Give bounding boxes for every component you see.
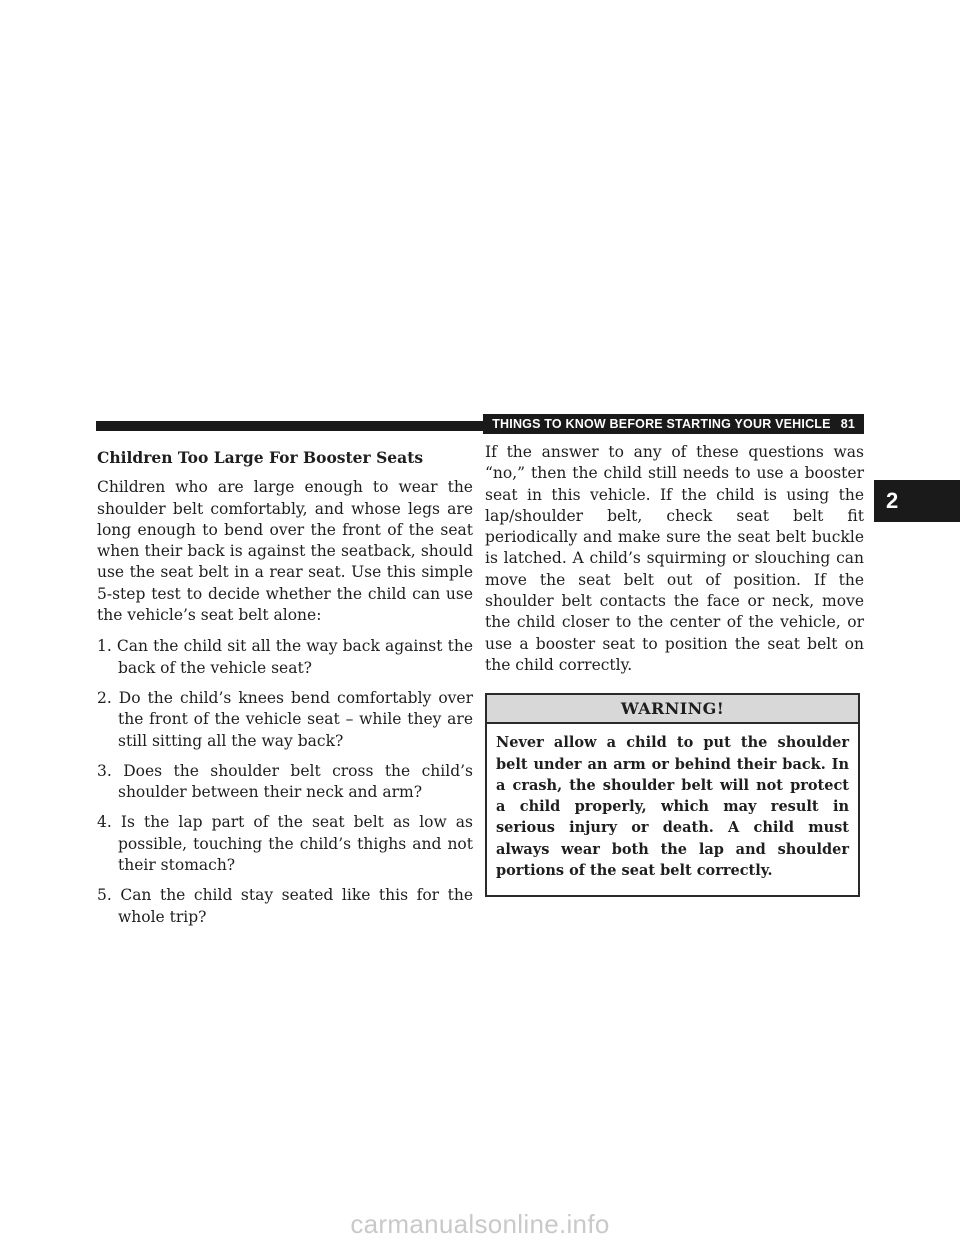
warning-box <box>485 693 860 897</box>
list-item: 1. Can the child sit all the way back against the back of the vehicle seat? <box>97 637 473 677</box>
watermark: carmanualsonline.info <box>350 1209 610 1239</box>
warning-title: WARNING! <box>487 695 858 724</box>
list-item: 5. Can the child stay seated like this for the whole trip? <box>97 886 473 926</box>
warning-text: Never allow a child to put the shoulder belt under an arm or behind their back. In a crash, the shoulder belt will not protect a child properly, which may result in serious injury or death. A child must always wear both the lap and shoulder portions of the seat belt correctly. <box>496 734 849 880</box>
list-item: 4. Is the lap part of the seat belt as low as possible, touching the child’s thighs and not their stomach? <box>97 813 473 875</box>
list-item: 3. Does the shoulder belt cross the child’s shoulder between their neck and arm? <box>97 761 473 802</box>
running-header <box>483 414 864 434</box>
test-steps-list <box>97 636 473 928</box>
page-number: 81 <box>840 417 855 431</box>
section-heading: Children Too Large For Booster Seats <box>97 448 424 467</box>
answer-paragraph: If the answer to any of these questions was “no,” then the child still needs to use a booster seat in this vehicle. If the child is using the lap/shoulder belt, check seat belt fit periodically and make sure the seat belt buckle is latched. A child’s squirming or slouching can move the seat belt out of position. If the shoulder belt contacts the face or neck, move the child closer to the center of the vehicle, or use a booster seat to position the seat belt on the child correctly. <box>485 443 864 674</box>
chapter-tab: 2 <box>874 480 960 522</box>
right-column <box>485 442 864 897</box>
intro-paragraph: Children who are large enough to wear the shoulder belt comfortably, and whose legs are long enough to bend over the front of the seat when their back is against the seatback, should use the seat belt in a rear seat. Use this simple 5-step test to decide whether the child can use the vehicle’s seat belt alone: <box>97 478 473 625</box>
list-item: 2. Do the child’s knees bend comfortably over the front of the vehicle seat – while they are still sitting all the way back? <box>97 688 473 750</box>
section-title: THINGS TO KNOW BEFORE STARTING YOUR VEHICLE <box>492 417 831 431</box>
left-column <box>97 447 473 937</box>
